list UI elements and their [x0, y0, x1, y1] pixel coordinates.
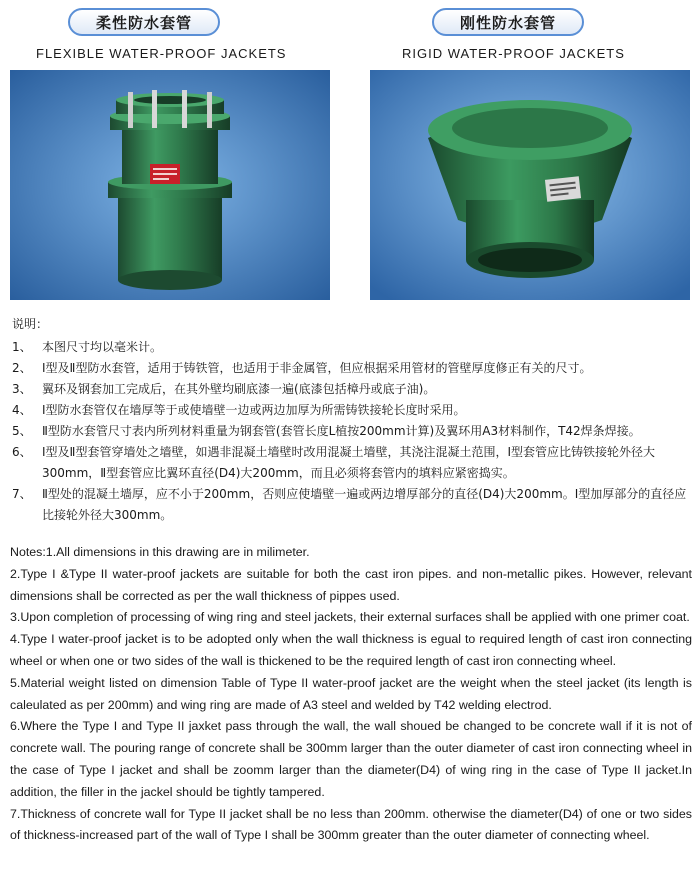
chinese-note-item [12, 337, 692, 358]
note-text: I型及Ⅱ型套管穿墙处之墙壁，如遇非混凝土墙壁时改用混凝土墙壁，其浇注混凝土范围，I型套管应比铸铁接轮外径大300mm，Ⅱ型套管应比翼环直径(D4)大200mm，而且必须将套管内的填料应紧密捣实。 [42, 445, 655, 480]
rigid-jacket-en-title: RIGID WATER-PROOF JACKETS [402, 46, 625, 61]
english-note: 3.Upon completion of processing of wing ring and steel jackets, their external surfaces shall be applied with one primer coat. [10, 610, 690, 625]
note-number: 1、 [12, 340, 32, 354]
english-note: 6.Where the Type I and Type II jaxket pass through the wall, the wall shoued be changed to be concrete wall if it is not of concrete wall. The pouring range of concrete shall be 300mm larger than the outer diameter of cast iron connecting wheel in the case of Type I jacket and shall be zoomm larger than the diameter(D4) of wing ring in the case of Type II jacket.In addition, the filler in the jackel should be tightly tampered. [10, 719, 692, 799]
chinese-note-item [12, 379, 692, 400]
note-text: 翼环及钢套加工完成后，在其外壁均刷底漆一遍(底漆包括樟丹或底子油)。 [42, 382, 436, 396]
note-number: 5、 [12, 424, 32, 438]
chinese-notes [12, 314, 692, 526]
flexible-jacket-en-title: FLEXIBLE WATER-PROOF JACKETS [36, 46, 287, 61]
rigid-jacket-photo [370, 70, 690, 300]
rigid-jacket-cn-title: 刚性防水套管 [432, 8, 584, 36]
chinese-note-item [12, 442, 692, 484]
note-number: 3、 [12, 382, 32, 396]
note-number: 4、 [12, 403, 32, 417]
chinese-note-item [12, 358, 692, 379]
chinese-note-item [12, 400, 692, 421]
chinese-note-item [12, 421, 692, 442]
note-number: 7、 [12, 487, 32, 501]
note-text: Ⅱ型防水套管尺寸表内所列材料重量为钢套管(套管长度L植按200mm计算)及翼环用A3材料制作，T42焊条焊接。 [42, 424, 641, 438]
english-note: 2.Type I &Type II water-proof jackets are suitable for both the cast iron pipes. and non-metallic pikes. However, relevant dimensions shall be corrected as per the wall thickness of pippes used. [10, 566, 692, 603]
note-number: 6、 [12, 445, 32, 459]
flexible-jacket-cn-title: 柔性防水套管 [68, 8, 220, 36]
english-notes [10, 542, 692, 847]
chinese-notes-heading: 说明： [12, 317, 49, 331]
note-number: 2、 [12, 361, 32, 375]
english-note: 5.Material weight listed on dimension Table of Type II water-proof jacket are the weight when the steel jacket (its length is caleulated as per 200mm) and wing ring are made of A3 steel and welded by T42 welding electrod. [10, 675, 692, 712]
note-text: Ⅱ型处的混凝土墙厚，应不小于200mm，否则应使墙壁一遍或两边增厚部分的直径(D4)大200mm。I型加厚部分的直径应比接轮外径大300mm。 [42, 487, 687, 522]
english-note: Notes:1.All dimensions in this drawing are in milimeter. [10, 545, 310, 559]
english-note: 7.Thickness of concrete wall for Type II jacket shall be no less than 200mm. otherwise the diameter(D4) of one or two sides of thickness-increased part of the wall of Type I shall be 300mm greater than the outer diameter of connecting wheel. [10, 806, 692, 843]
note-text: 本图尺寸均以毫米计。 [42, 340, 163, 354]
english-note: 4.Type I water-proof jacket is to be adopted only when the wall thickness is egual to required length of cast iron connecting wheel or when one or two sides of the wall is thickened to be the required length of cast iron connecting wheel. [10, 632, 692, 668]
chinese-note-item [12, 484, 692, 526]
note-text: I型防水套管仅在墙厚等于或使墙壁一边或两边加厚为所需铸铁接轮长度时采用。 [42, 403, 466, 417]
note-text: I型及Ⅱ型防水套管，适用于铸铁管，也适用于非金属管，但应根据采用管材的管壁厚度修正有关的尺寸。 [42, 361, 592, 375]
flexible-jacket-photo [10, 70, 330, 300]
